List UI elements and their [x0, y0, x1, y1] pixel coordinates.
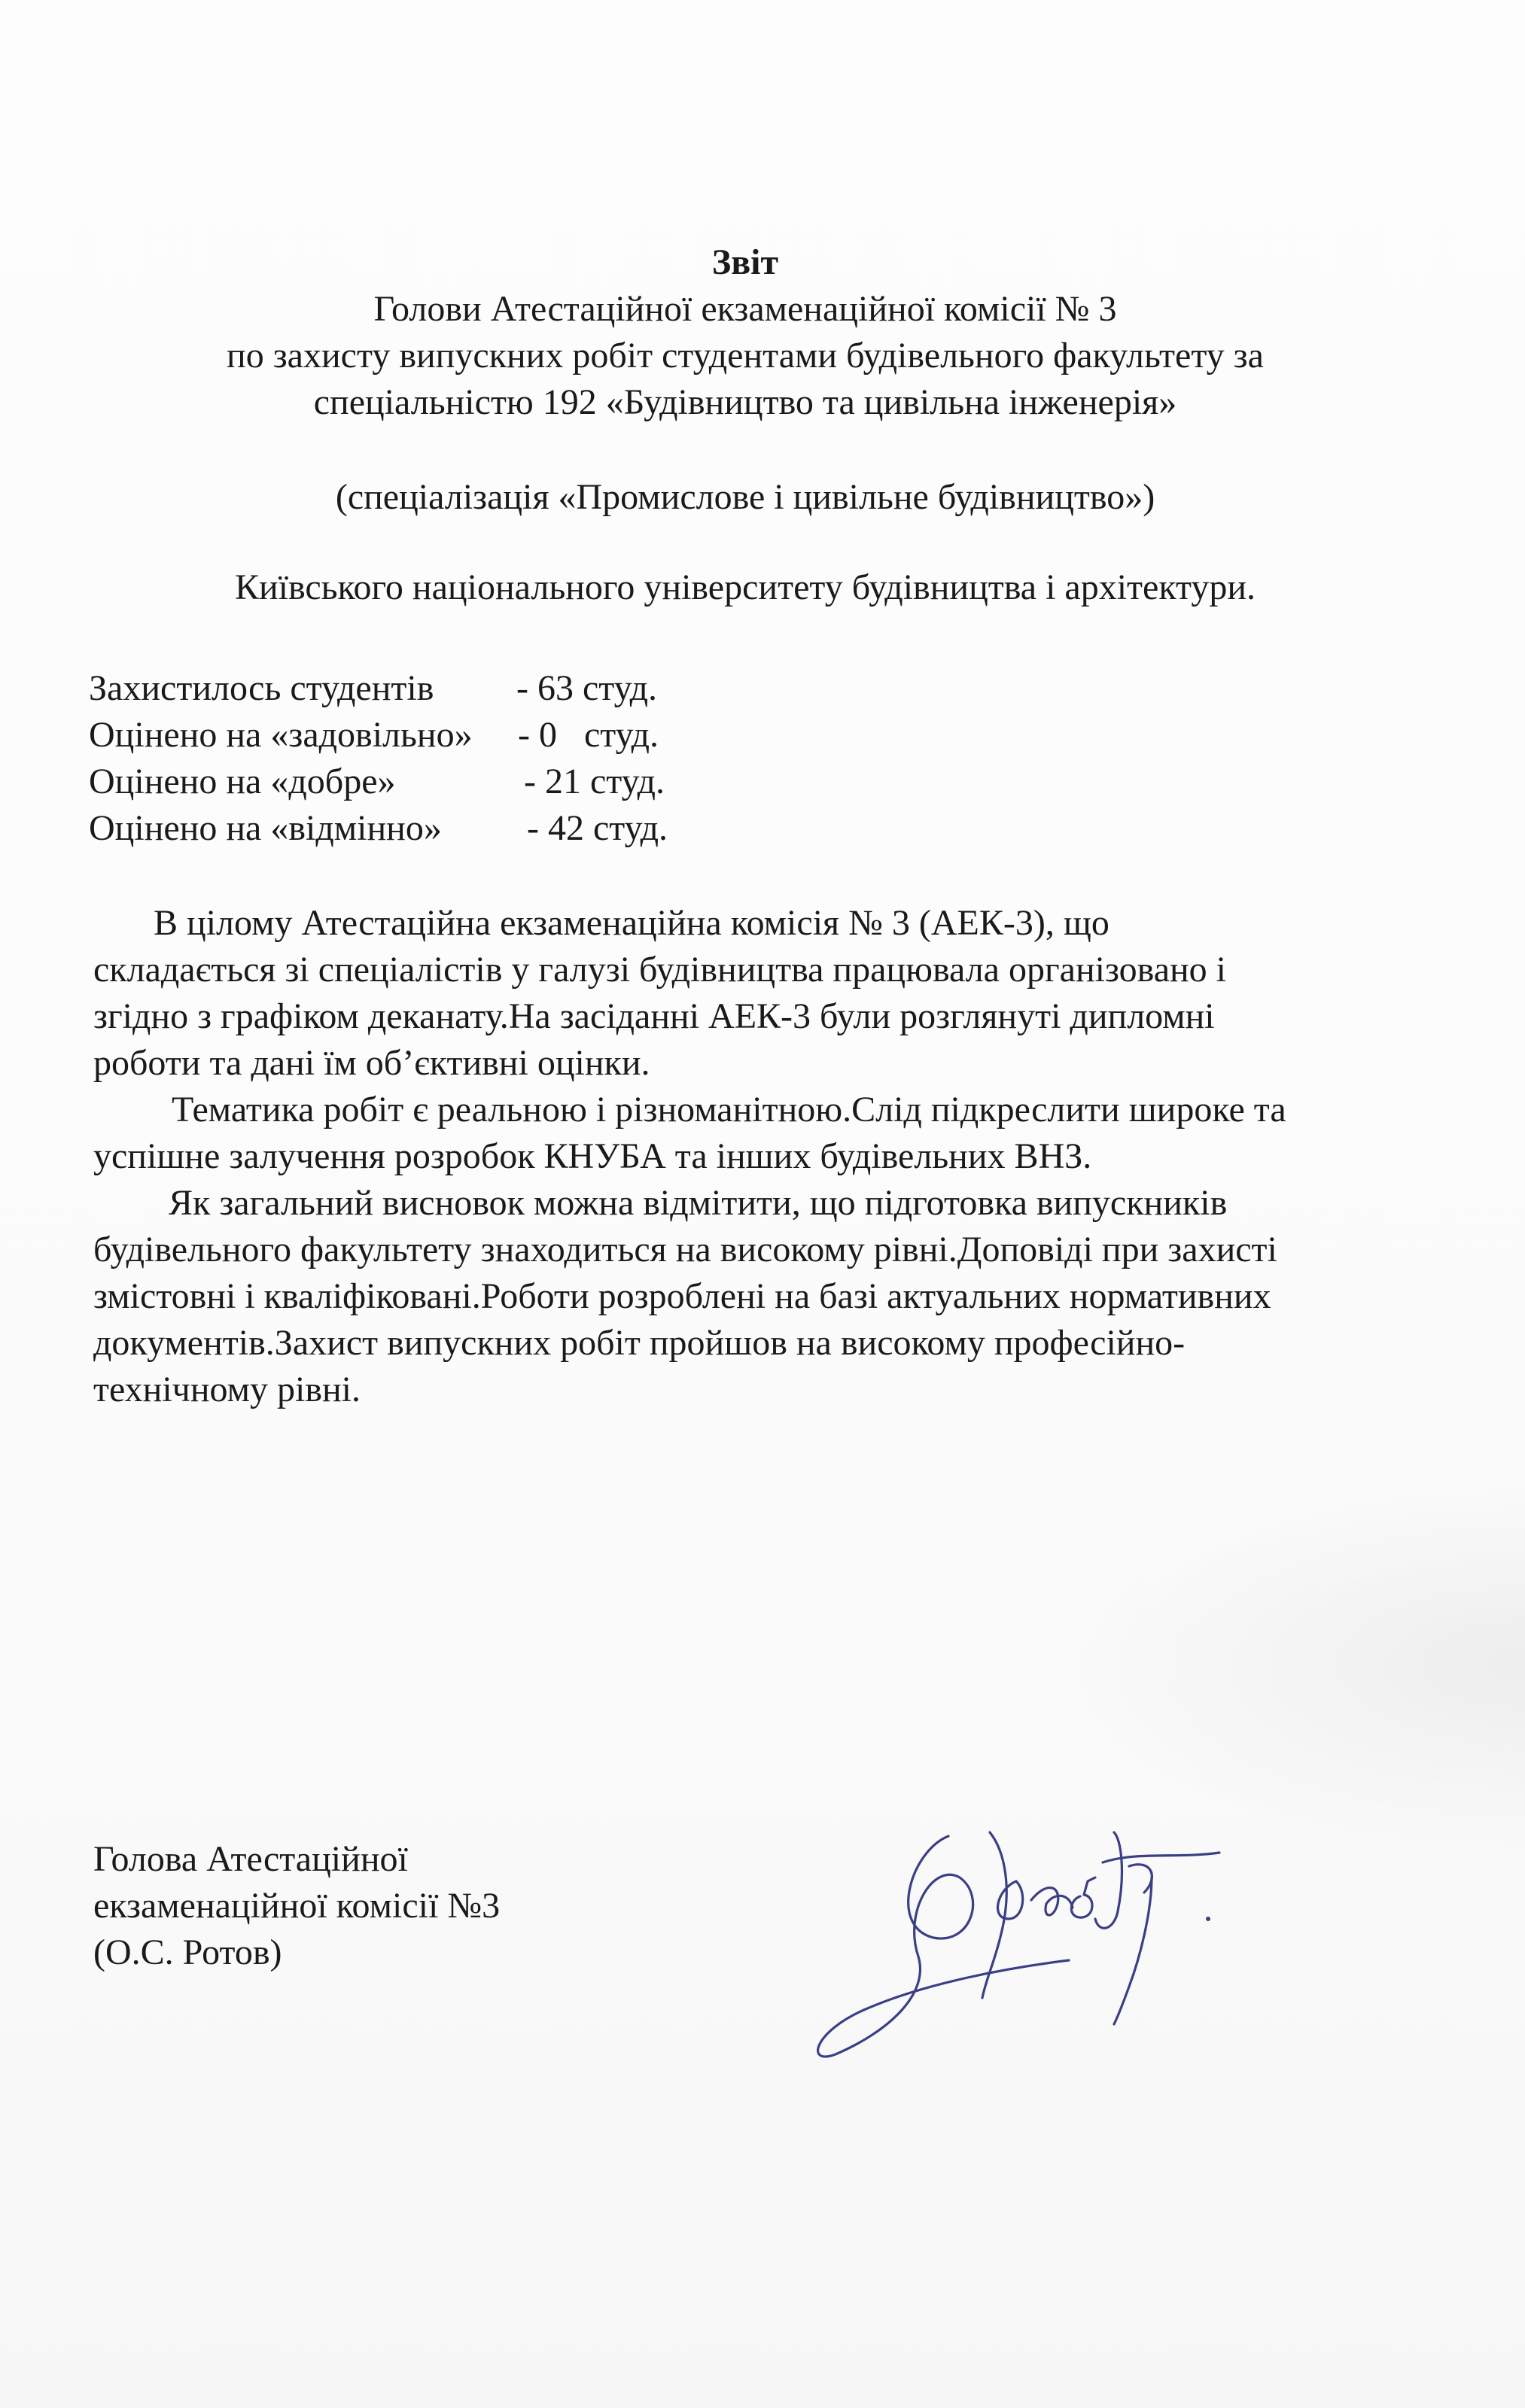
- paper-shadow: [1054, 1467, 1525, 1859]
- text-line: змістовні і кваліфіковані.Роботи розроблені на базі актуальних нормативних: [93, 1276, 1271, 1316]
- stat-value: - 42 студ.: [527, 808, 668, 848]
- paragraph-topics: [93, 1087, 1426, 1180]
- text-line: Як загальний висновок можна відмітити, що підготовка випускників: [169, 1183, 1228, 1223]
- stat-value: - 63 студ.: [516, 668, 658, 708]
- university-line: Київського національного університету будівництва і архітектури.: [234, 567, 1256, 607]
- stat-label: Оцінено на «задовільно»: [89, 715, 473, 755]
- signatory-title-line-1: Голова Атестаційної: [93, 1839, 408, 1879]
- text-line: роботи та дані їм об’єктивні оцінки.: [93, 1043, 650, 1083]
- text-line: успішне залучення розробок КНУБА та інших будівельних ВНЗ.: [93, 1136, 1092, 1176]
- stat-label: Захистилось студентів: [89, 668, 434, 708]
- text-line: Тематика робіт є реальною і різноманітною.Слід підкреслити широке та: [172, 1090, 1286, 1130]
- text-line: документів.Захист випускних робіт пройшов на високому професійно-: [93, 1323, 1186, 1363]
- stat-label: Оцінено на «відмінно»: [89, 808, 442, 848]
- stat-label: Оцінено на «добре»: [89, 762, 396, 801]
- header-line-1: Голови Атестаційної екзаменаційної комісії № 3: [373, 289, 1117, 329]
- text-line: будівельного факультету знаходиться на високому рівні.Доповіді при захисті: [93, 1230, 1277, 1269]
- signatory-block: [93, 1836, 500, 1976]
- paragraph-overall: [93, 900, 1426, 1087]
- report-body: [93, 900, 1426, 1413]
- paragraph-conclusion: [93, 1180, 1426, 1413]
- handwritten-signature: [798, 1806, 1325, 2092]
- specialization-line: (спеціалізація «Промислове і цивільне будівництво»): [335, 477, 1155, 517]
- stat-value: - 21 студ.: [524, 762, 665, 801]
- header-line-3: спеціальністю 192 «Будівництво та цивільна інженерія»: [313, 382, 1177, 422]
- signatory-title-line-2: екзаменаційної комісії №3: [93, 1886, 501, 1926]
- header-line-2: по захисту випускних робіт студентами будівельного факультету за: [227, 336, 1264, 375]
- text-line: складається зі спеціалістів у галузі будівництва працювала організовано і: [93, 950, 1227, 990]
- text-line: технічному рівні.: [93, 1370, 361, 1409]
- document-title: Звіт: [711, 242, 779, 282]
- stat-value: - 0 студ.: [518, 715, 659, 755]
- signatory-name: (О.С. Ротов): [93, 1932, 282, 1972]
- document-header: [120, 239, 1370, 611]
- text-line: В цілому Атестаційна екзаменаційна комісія № 3 (АЕК-3), що: [154, 903, 1110, 943]
- text-line: згідно з графіком деканату.На засіданні АЕК-3 були розглянуті дипломні: [93, 996, 1215, 1036]
